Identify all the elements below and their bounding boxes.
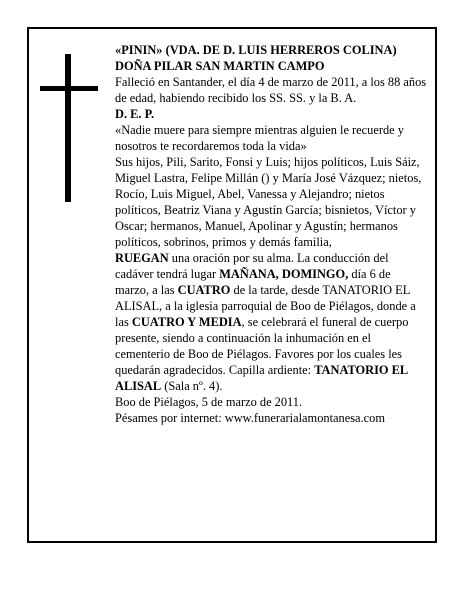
deceased-name: DOÑA PILAR SAN MARTIN CAMPO	[115, 59, 325, 73]
prayer-text: una oración por su alma. La conducción del cadáver tendrá lugar	[115, 251, 389, 281]
from-text: de la tarde, desde TANATORIO EL ALISAL, a la iglesia parroquial de Boo de Piélagos, donde a las	[115, 283, 416, 329]
memorial-quote: «Nadie muere para siempre mientras alguien le recuerde y nosotros te recordaremos toda la vida»	[115, 123, 404, 153]
funeral-text: , se celebrará el funeral de cuerpo presente, siendo a continuación la inhumación en el cementerio de Boo de Piélagos. Favores por los cuales les quedarán agradecidos. Capilla ardiente:	[115, 315, 409, 377]
family-list: Sus hijos, Pili, Sarito, Fonsi y Luis; hijos políticos, Luis Sáiz, Miguel Lastra, Felipe Millán () y María José Vázquez; nietos, Rocío, Luis Miguel, Abel, Vanessa y Alejandro; nietos políticos, Beatriz Viana y Agustín García; bisnietos, Víctor y Oscar; hermanos, Manuel, Apolinar y Agustín; hermanos políticos, sobrinos, primos y demás familia,	[115, 155, 422, 249]
cuatro-text: CUATRO	[177, 283, 231, 297]
service-details	[115, 250, 427, 394]
cross-icon	[40, 54, 98, 202]
place-date: Boo de Piélagos, 5 de marzo de 2011.	[115, 395, 303, 409]
death-statement: Falleció en Santander, el día 4 de marzo de 2011, a los 88 años de edad, habiendo recibido los SS. SS. y la B. A.	[115, 75, 427, 105]
dep-line: D. E. P.	[115, 107, 155, 121]
tanatorio-text: TANATORIO EL ALISAL	[115, 363, 408, 393]
date-text: día 6 de marzo, a las	[115, 267, 391, 297]
obituary-text	[115, 42, 427, 426]
cuatro-y-media-text: CUATRO Y MEDIA	[131, 315, 242, 329]
ruegan-text: RUEGAN	[115, 251, 169, 265]
condolences-line: Pésames por internet: www.funerarialamontanesa.com	[115, 411, 385, 425]
heading-line-1: «PININ» (VDA. DE D. LUIS HERREROS COLINA)	[115, 43, 397, 57]
manana-domingo-text: MAÑANA, DOMINGO,	[219, 267, 349, 281]
obituary-frame	[27, 27, 437, 543]
sala-text: (Sala nº. 4).	[161, 379, 223, 393]
